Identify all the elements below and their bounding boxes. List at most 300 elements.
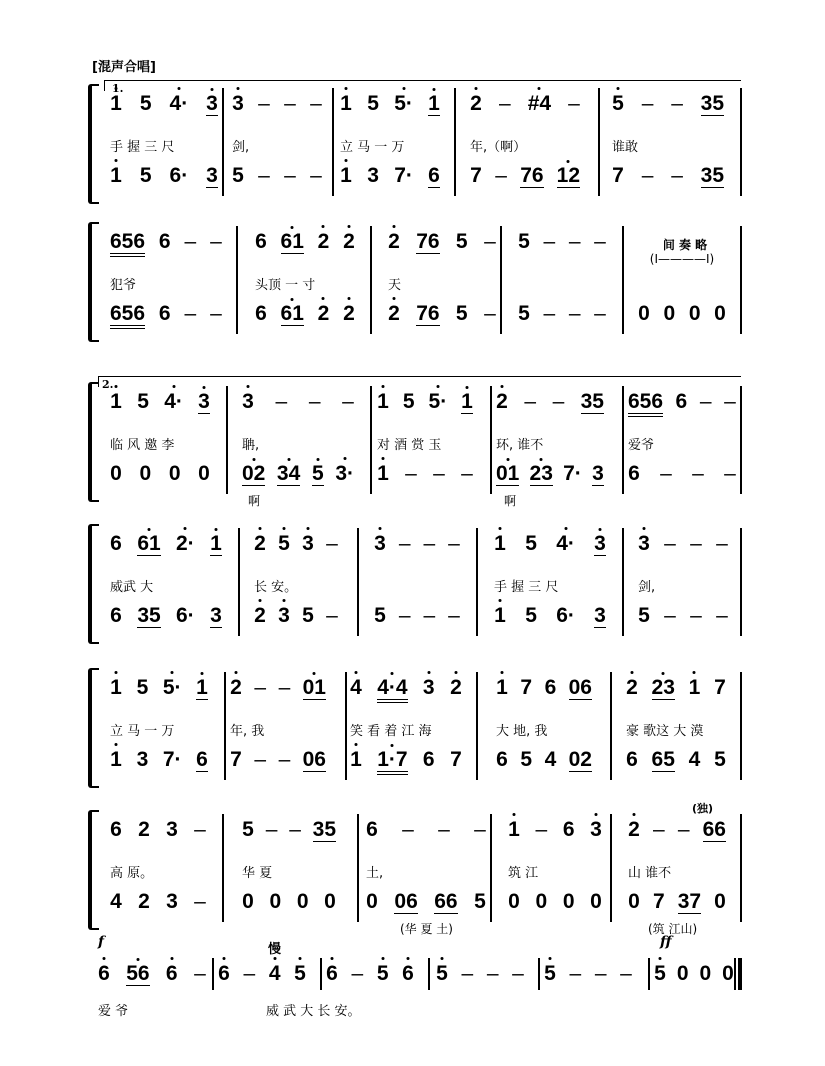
dash-sustain: – — [724, 462, 736, 485]
note: 6 — [562, 818, 575, 841]
dash-sustain: – — [448, 604, 460, 627]
note: 34 — [277, 463, 300, 486]
note: 6 — [255, 230, 267, 253]
lyric-line: 环, 谁不 — [496, 438, 544, 453]
dash-sustain: – — [484, 302, 496, 325]
note: 5 — [612, 92, 624, 116]
note: 0 — [628, 890, 640, 913]
note: 1 — [350, 748, 362, 772]
note: 35 — [700, 164, 724, 187]
note: 5 — [137, 390, 149, 413]
volta-bracket-1 — [104, 80, 741, 91]
note: 1 — [494, 532, 506, 556]
note: 66 — [434, 890, 458, 913]
octave-dot — [427, 671, 430, 674]
lyric-line: 头顶 一 寸 — [255, 278, 316, 293]
measure-notes — [626, 676, 726, 700]
octave-dot — [506, 458, 509, 461]
note: 5 — [520, 748, 533, 771]
measure-notes — [508, 818, 602, 842]
dash-sustain: – — [210, 302, 222, 325]
barline — [740, 814, 742, 922]
note: 7 — [612, 164, 624, 187]
octave-dot — [115, 743, 118, 746]
dash-sustain: – — [543, 302, 556, 325]
note: 01 — [496, 463, 519, 486]
note: 2 — [470, 92, 482, 116]
barline — [598, 88, 600, 196]
octave-dot — [564, 527, 567, 530]
note: 6· — [175, 604, 195, 627]
note: 5 — [374, 604, 386, 627]
measure-notes — [628, 462, 736, 486]
note: 5 — [525, 532, 537, 555]
note: 06 — [302, 748, 326, 771]
note: 5· — [429, 390, 448, 414]
octave-dot — [170, 957, 173, 960]
note: 5 — [402, 390, 415, 413]
note: 06 — [394, 890, 418, 913]
measure-notes — [350, 748, 462, 775]
note: 35 — [700, 92, 724, 115]
measure-notes — [494, 604, 606, 628]
note: 5 — [518, 302, 530, 325]
note: 6 — [166, 962, 178, 986]
octave-dot — [343, 457, 346, 460]
note: 3 — [592, 462, 604, 485]
dash-sustain: – — [326, 532, 338, 555]
note: 2 — [450, 676, 462, 700]
dash-sustain: – — [641, 92, 654, 115]
measure-notes — [110, 390, 210, 414]
measure-notes — [242, 890, 336, 914]
system-brace — [88, 524, 99, 644]
note: 6· — [169, 164, 189, 187]
note: 65 — [651, 748, 675, 771]
measure-notes — [366, 818, 486, 842]
barline — [370, 226, 372, 334]
note: 02 — [568, 748, 592, 771]
note: 7· — [563, 462, 582, 485]
lyric-line: 爱爷 — [628, 438, 655, 453]
note: 3 — [638, 532, 650, 556]
note: 06 — [568, 676, 592, 699]
octave-dot — [382, 457, 385, 460]
note: 35 — [312, 818, 336, 841]
dash-sustain: – — [258, 92, 270, 115]
note: 4 — [269, 962, 281, 986]
note: 7 — [653, 890, 665, 913]
dash-sustain: – — [499, 92, 511, 115]
barline — [212, 958, 214, 990]
lyric-line: 高 原。 — [110, 866, 154, 881]
barline — [610, 814, 612, 922]
octave-dot — [393, 225, 396, 228]
note: 6 — [158, 302, 171, 325]
note: 12 — [557, 165, 580, 188]
measure-notes — [612, 164, 724, 188]
barline — [357, 528, 359, 636]
final-barline-thin — [734, 958, 736, 990]
system-brace — [88, 222, 99, 342]
dash-sustain: – — [495, 164, 507, 187]
note: 656 — [628, 391, 663, 417]
octave-dot — [379, 527, 382, 530]
note: 3· — [335, 462, 354, 486]
lyric-line: 对 酒 赏 玉 — [377, 438, 442, 453]
dash-sustain: – — [275, 390, 288, 413]
note: 5 — [136, 676, 149, 699]
measure-notes — [496, 676, 592, 700]
note: 6 — [110, 532, 122, 555]
note: 1 — [110, 676, 122, 700]
octave-dot — [499, 527, 502, 530]
lyric-line: 年,（啊） — [470, 140, 527, 155]
system-brace — [88, 382, 99, 502]
barline — [622, 528, 624, 636]
measure-notes — [496, 390, 604, 414]
measure-notes — [110, 532, 222, 556]
octave-dot — [693, 671, 696, 674]
dash-sustain: – — [568, 92, 580, 115]
note: 1 — [110, 390, 122, 414]
dash-sustain: – — [310, 164, 322, 187]
measure-notes — [518, 302, 606, 326]
octave-dot — [291, 226, 294, 229]
octave-dot — [136, 958, 139, 961]
lyric-line: 临 风 邀 李 — [110, 438, 175, 453]
note: 5 — [367, 92, 379, 115]
dash-sustain: – — [671, 92, 683, 115]
measure-notes — [638, 604, 728, 628]
measure-notes — [654, 962, 734, 986]
note: 0 — [663, 302, 676, 325]
sub-lyric: (华 夏 土) — [400, 922, 453, 936]
note: 6 — [628, 462, 640, 485]
note: 2· — [176, 532, 195, 556]
dash-sustain: – — [278, 748, 291, 771]
note: 3 — [423, 676, 435, 700]
octave-dot — [393, 297, 396, 300]
solo-mark: (独) — [692, 802, 714, 815]
barline — [622, 226, 624, 334]
note: 5· — [394, 92, 413, 116]
dash-sustain: – — [258, 164, 270, 187]
barline — [345, 672, 347, 780]
note: 5 — [312, 463, 324, 486]
measure-notes — [340, 92, 440, 116]
dash-sustain: – — [690, 532, 702, 555]
dash-sustain: – — [699, 390, 712, 413]
dash-sustain: – — [405, 462, 417, 485]
octave-dot — [259, 599, 262, 602]
dash-sustain: – — [594, 962, 607, 985]
dash-sustain: – — [484, 230, 496, 253]
octave-dot — [235, 671, 238, 674]
octave-dot — [499, 599, 502, 602]
note: 6 — [196, 748, 208, 771]
octave-dot — [381, 957, 384, 960]
octave-dot — [345, 159, 348, 162]
octave-dot — [633, 813, 636, 816]
measure-notes — [98, 962, 206, 986]
lyric-line: 筑 江 — [508, 866, 539, 881]
dash-sustain: – — [552, 390, 565, 413]
note: 56 — [126, 963, 149, 986]
measure-notes — [110, 890, 206, 914]
measure-notes — [436, 962, 524, 986]
note: 0 — [366, 890, 378, 913]
measure-notes — [230, 748, 326, 772]
measure-notes — [518, 230, 606, 254]
measure-notes — [612, 92, 724, 116]
octave-dot — [540, 458, 543, 461]
dash-sustain: – — [254, 748, 267, 771]
note: 1 — [461, 391, 473, 414]
dash-sustain: – — [278, 676, 291, 699]
note: 6 — [422, 748, 435, 771]
note: 4 — [688, 748, 701, 771]
note: 0 — [676, 962, 689, 985]
volta-bracket-2 — [98, 376, 741, 387]
octave-dot — [631, 671, 634, 674]
dash-sustain: – — [284, 92, 296, 115]
dash-sustain: – — [423, 532, 436, 555]
dash-sustain: – — [524, 390, 537, 413]
interlude-bracket: (I————I) — [649, 252, 715, 266]
barline — [610, 672, 612, 780]
measure-notes — [496, 748, 592, 772]
octave-dot — [298, 957, 301, 960]
measure-notes — [110, 164, 218, 188]
note: 0 — [590, 890, 602, 913]
lyric-line: 土, — [366, 866, 384, 881]
octave-dot — [355, 671, 358, 674]
dash-sustain: – — [716, 532, 728, 555]
dash-sustain: – — [194, 962, 206, 985]
dash-sustain: – — [690, 604, 702, 627]
note: 3 — [206, 93, 218, 116]
note: 1 — [377, 390, 389, 414]
note: 2 — [138, 890, 150, 913]
note: 0 — [324, 890, 336, 913]
note: 6 — [544, 676, 557, 699]
note: 3 — [594, 604, 606, 627]
barline — [238, 528, 240, 636]
octave-dot — [322, 297, 325, 300]
note: 1 — [688, 676, 700, 700]
barline — [648, 958, 650, 990]
octave-dot — [331, 957, 334, 960]
note: 1 — [196, 677, 208, 700]
note: 6 — [158, 230, 171, 253]
lyric-line: 爱 爷 — [98, 1004, 129, 1019]
note: 1 — [210, 533, 222, 556]
barline — [622, 386, 624, 494]
note: 3 — [136, 748, 149, 771]
dynamic-forte: f — [98, 934, 105, 950]
octave-dot — [355, 743, 358, 746]
note: 4 — [544, 748, 557, 771]
score-title: [混声合唱] — [92, 60, 156, 75]
note: 1 — [377, 462, 389, 486]
dash-sustain: – — [310, 92, 322, 115]
note: 0 — [714, 302, 726, 325]
note: 2 — [626, 676, 638, 700]
note: 6· — [556, 604, 575, 627]
note: 2 — [628, 818, 640, 842]
note: 5 — [714, 748, 726, 771]
sub-lyric: 啊 — [504, 494, 517, 508]
octave-dot — [115, 671, 118, 674]
note: 2 — [388, 302, 400, 326]
barline — [357, 814, 359, 922]
measure-notes — [242, 390, 354, 414]
lyric-line: 长 安。 — [254, 580, 298, 595]
note: 5· — [163, 676, 182, 700]
note: 2 — [317, 230, 329, 254]
note: 0 — [110, 462, 122, 485]
barline — [740, 672, 742, 780]
note: 0 — [296, 890, 309, 913]
note: 2 — [496, 390, 508, 414]
measure-notes — [242, 462, 354, 486]
interlude-label: 间 奏 略 — [662, 238, 708, 252]
measure-notes — [255, 230, 355, 254]
dash-sustain: – — [474, 818, 486, 841]
measure-notes — [638, 532, 728, 556]
note: 4·4 — [377, 677, 407, 703]
note: 7 — [450, 748, 462, 771]
dash-sustain: – — [423, 604, 436, 627]
measure-notes — [232, 92, 322, 116]
note: 2 — [317, 302, 329, 326]
note: 1 — [110, 92, 122, 116]
octave-dot — [549, 957, 552, 960]
octave-dot — [348, 225, 351, 228]
lyric-line: 大 地, 我 — [496, 724, 548, 739]
note: 656 — [110, 231, 145, 257]
note: 1 — [340, 92, 352, 116]
dash-sustain: – — [194, 818, 206, 841]
note: 1 — [110, 164, 122, 188]
note: 6 — [255, 302, 267, 325]
note: 1·7 — [377, 749, 407, 775]
barline — [224, 672, 226, 780]
note: 6 — [366, 818, 378, 841]
note: 02 — [242, 463, 265, 486]
lyric-line: 手 握 三 尺 — [494, 580, 559, 595]
dash-sustain: – — [461, 962, 474, 985]
note: 76 — [416, 302, 440, 325]
octave-dot — [567, 160, 570, 163]
note: 5 — [544, 962, 556, 986]
note: 7 — [230, 748, 242, 771]
dynamic-fortissimo: ff — [660, 934, 672, 950]
octave-dot — [391, 744, 394, 747]
note: 3 — [278, 604, 290, 628]
note: 2 — [254, 604, 266, 628]
volta-label-2: 2. — [102, 378, 114, 391]
note: 0 — [722, 962, 734, 985]
measure-notes — [377, 390, 473, 414]
measure-notes — [628, 390, 736, 417]
barline — [476, 528, 478, 636]
note: 35 — [137, 604, 161, 627]
octave-dot — [501, 671, 504, 674]
note: 01 — [303, 677, 326, 700]
octave-dot — [659, 957, 662, 960]
measure-notes — [374, 604, 460, 628]
measure-notes — [496, 462, 604, 486]
octave-dot — [307, 527, 310, 530]
note: 6 — [110, 604, 122, 627]
lyric-line: 豪 歌这 大 漠 — [626, 724, 704, 739]
note: 3 — [374, 532, 386, 556]
dash-sustain: – — [184, 230, 197, 253]
measure-notes — [110, 748, 208, 772]
octave-dot — [214, 528, 217, 531]
system-brace — [88, 668, 99, 788]
note: 3 — [594, 533, 606, 556]
dash-sustain: – — [284, 164, 296, 187]
dash-sustain: – — [289, 818, 301, 841]
note: 4· — [164, 390, 183, 414]
octave-dot — [662, 672, 665, 675]
octave-dot — [643, 527, 646, 530]
note: 4 — [350, 676, 362, 700]
lyric-line: 年, 我 — [230, 724, 265, 739]
dash-sustain: – — [243, 962, 256, 985]
note: 6 — [428, 164, 440, 187]
volta-label-1: 1. — [112, 82, 124, 95]
note: 1 — [494, 604, 506, 628]
final-barline-thick — [738, 958, 742, 990]
dash-sustain: – — [308, 390, 321, 413]
note: 0 — [535, 890, 548, 913]
note: 6 — [326, 962, 338, 986]
lyric-line: 华 夏 — [242, 866, 273, 881]
barline — [320, 958, 322, 990]
note: 6 — [626, 748, 638, 771]
barline — [332, 88, 334, 196]
lyric-line: 威武 大 — [110, 580, 154, 595]
dash-sustain: – — [351, 962, 364, 985]
note: 5 — [638, 604, 650, 627]
barline — [490, 814, 492, 922]
barline — [476, 672, 478, 780]
octave-dot — [322, 225, 325, 228]
dash-sustain: – — [402, 818, 414, 841]
lyric-line: 立 马 一 万 — [340, 140, 405, 155]
note: 5 — [139, 164, 152, 187]
note: 5 — [436, 962, 448, 986]
note: 6 — [496, 748, 508, 771]
measure-notes — [470, 164, 580, 188]
dash-sustain: – — [660, 462, 672, 485]
lyric-line: 立 马 一 万 — [110, 724, 175, 739]
dash-sustain: – — [398, 532, 411, 555]
measure-notes — [254, 532, 338, 556]
note: 1 — [496, 676, 508, 700]
octave-dot — [454, 671, 457, 674]
note: 5 — [518, 230, 530, 253]
octave-dot — [103, 957, 106, 960]
octave-dot — [598, 528, 601, 531]
note: 0 — [699, 962, 712, 985]
note: 3 — [302, 532, 314, 556]
note: 5 — [455, 302, 468, 325]
